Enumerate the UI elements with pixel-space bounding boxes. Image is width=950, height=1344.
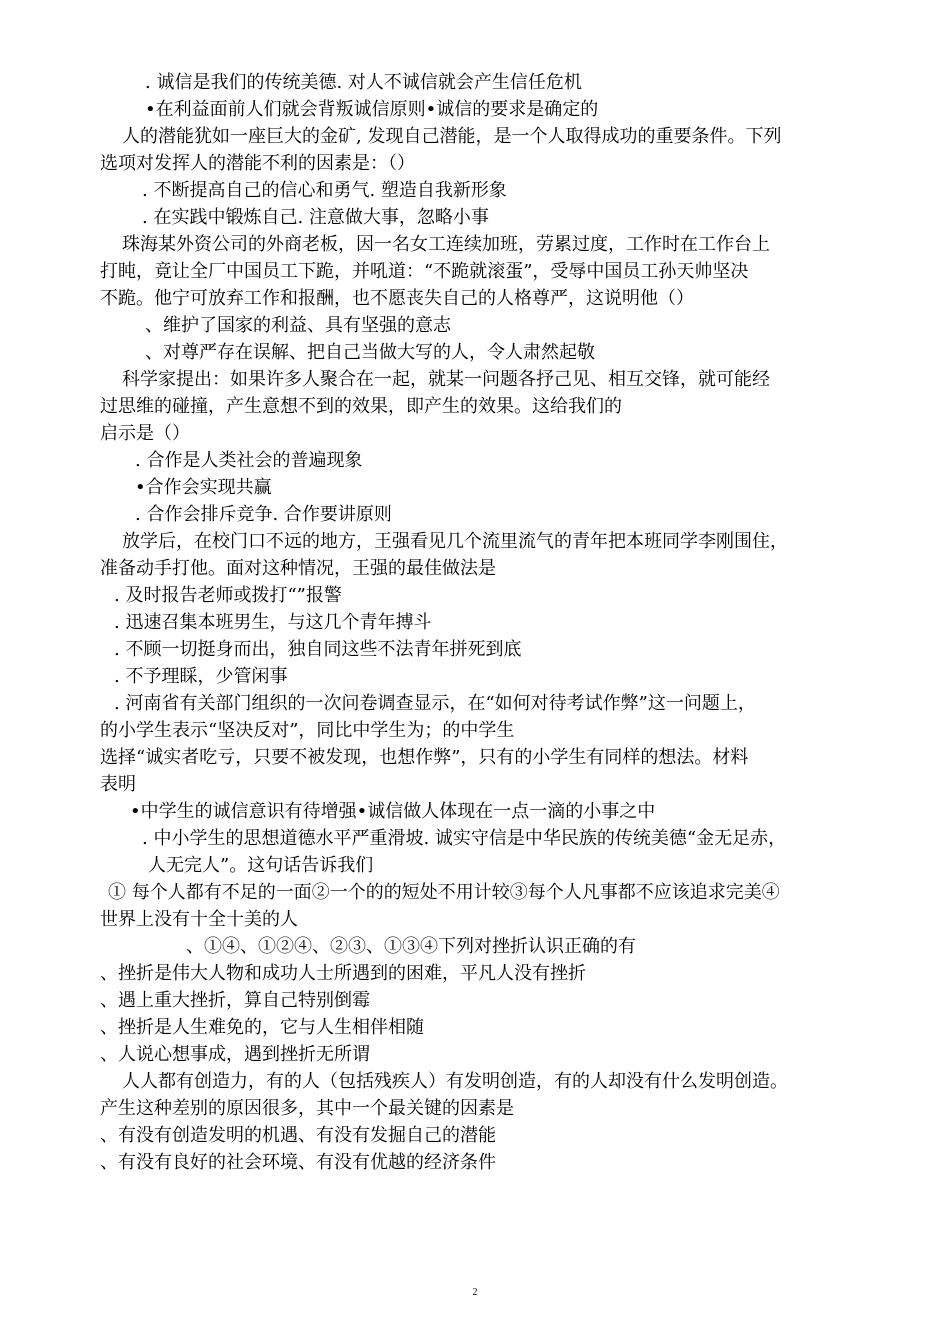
text-line: 人人都有创造力，有的人（包括残疾人）有发明创造，有的人却没有什么发明创造。 [122,1071,788,1092]
text-line: •中学生的诚信意识有待增强•诚信做人体现在一点一滴的小事之中 [130,801,656,822]
text-line: . 不断提高自己的信心和勇气. 塑造自我新形象 [142,180,507,201]
text-line: . 不顾一切挺身而出，独自同这些不法青年拼死到底 [114,639,522,660]
text-line: 打盹，竟让全厂中国员工下跪，并吼道：“不跪就滚蛋”，受辱中国员工孙天帅坚决 [100,261,749,282]
text-line: 不跪。他宁可放弃工作和报酬，也不愿丧失自己的人格尊严，这说明他（） [100,288,694,309]
text-line: 选项对发挥人的潜能不利的因素是：（） [100,153,415,174]
text-line: . 合作会排斥竞争. 合作要讲原则 [135,504,392,525]
text-line: 准备动手打他。面对这种情况，王强的最佳做法是 [100,558,496,579]
text-line: 放学后，在校门口不远的地方，王强看见几个流里流气的青年把本班同学李刚围住， [122,531,788,552]
text-line: . 合作是人类社会的普遍现象 [135,450,363,471]
text-line: 启示是（） [100,423,190,444]
text-line: . 在实践中锻炼自己. 注意做大事，忽略小事 [142,207,489,228]
text-line: 、对尊严存在误解、把自己当做大写的人，令人肃然起敬 [145,342,595,363]
text-line: 的小学生表示“坚决反对”，同比中学生为；的中学生 [100,720,515,741]
text-line: 、人说心想事成，遇到挫折无所谓 [100,1044,370,1065]
text-line: 、遇上重大挫折，算自己特别倒霉 [100,990,370,1011]
text-line: 、挫折是伟大人物和成功人士所遇到的困难，平凡人没有挫折 [100,963,586,984]
text-line: . 诚信是我们的传统美德. 对人不诚信就会产生信任危机 [145,72,582,93]
page-number: 2 [472,1287,478,1298]
text-line: 人的潜能犹如一座巨大的金矿, 发现自己潜能，是一个人取得成功的重要条件。下列 [122,126,782,147]
text-line: •合作会实现共赢 [135,477,272,498]
text-line: 、维护了国家的利益、具有坚强的意志 [145,315,451,336]
text-line: . 迅速召集本班男生，与这几个青年搏斗 [114,612,432,633]
text-line: 、挫折是人生难免的，它与人生相伴相随 [100,1017,424,1038]
text-line: . 及时报告老师或拨打“”报警 [114,585,342,606]
text-line: 科学家提出：如果许多人聚合在一起，就某一问题各抒己见、相互交锋，就可能经 [122,369,770,390]
text-line: 、有没有创造发明的机遇、有没有发掘自己的潜能 [100,1125,496,1146]
text-line: . 不予理睬，少管闲事 [114,666,288,687]
text-line: •在利益面前人们就会背叛诚信原则•诚信的要求是确定的 [145,99,599,120]
text-line: 表明 [100,774,136,795]
text-line: 世界上没有十全十美的人 [100,909,298,930]
text-line: 人无完人”。这句话告诉我们 [148,855,374,876]
text-line: 、①④、①②④、②③、①③④下列对挫折认识正确的有 [186,936,636,957]
text-line: 过思维的碰撞，产生意想不到的效果，即产生的效果。这给我们的 [100,396,622,417]
text-line: ① 每个人都有不足的一面②一个的的短处不用计较③每个人凡事都不应该追求完美④ [108,882,780,903]
text-line: 选择“诚实者吃亏，只要不被发现，也想作弊”，只有的小学生有同样的想法。材料 [100,747,749,768]
text-line: . 河南省有关部门组织的一次问卷调查显示，在“如何对待考试作弊”这一问题上， [114,693,756,714]
text-line: 珠海某外资公司的外商老板，因一名女工连续加班，劳累过度，工作时在工作台上 [122,234,770,255]
text-line: . 中小学生的思想道德水平严重滑坡. 诚实守信是中华民族的传统美德“金无足赤， [142,828,787,849]
text-line: 、有没有良好的社会环境、有没有优越的经济条件 [100,1152,496,1173]
text-line: 产生这种差别的原因很多，其中一个最关键的因素是 [100,1098,514,1119]
